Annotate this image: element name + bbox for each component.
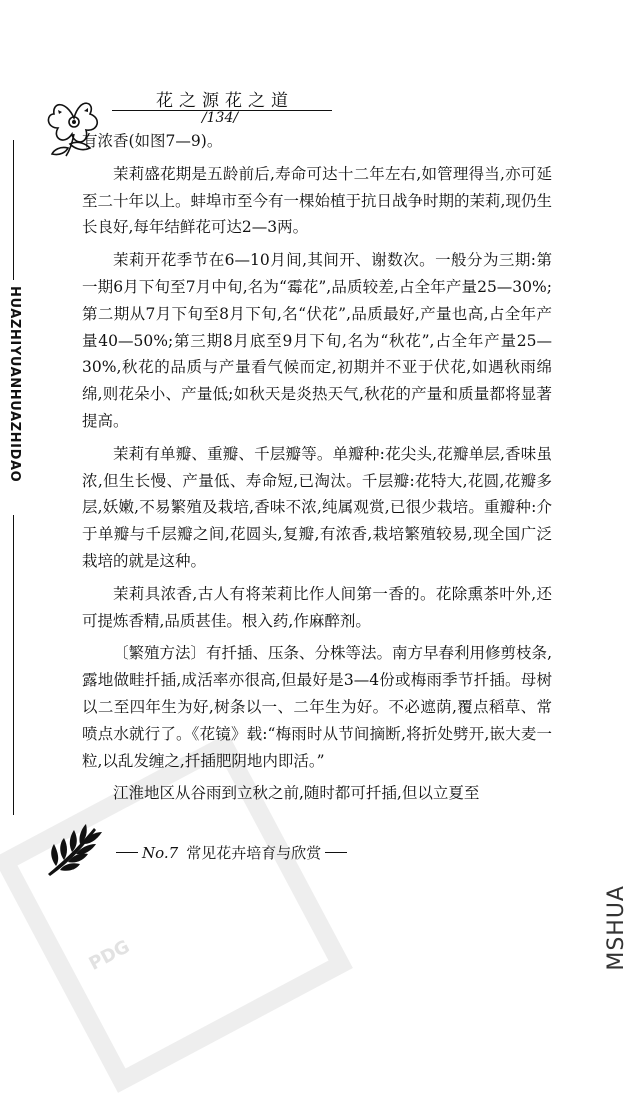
footer-series-title: 常见花卉培育与欣赏 — [186, 844, 322, 862]
watermark-stamp-text: PDG — [85, 936, 134, 975]
side-rule-top — [13, 140, 14, 280]
paragraph: 茉莉有单瓣、重瓣、千层瓣等。单瓣种:花尖头,花瓣单层,香味虽浓,但生长慢、产量低、寿命短,已淘汰。千层瓣:花特大,花圆,花瓣多层,妖嫩,不易繁殖及栽培,香味不浓,纯属观赏,已很少栽培。重瓣种:介于单瓣与千层瓣之间,花圆头,复瓣,有浓香,栽培繁殖较易,现全国广泛栽培的就是这种。 — [82, 444, 552, 570]
paragraph: 茉莉盛花期是五龄前后,寿命可达十二年左右,如管理得当,亦可延至二十年以上。蚌埠市至今有一棵始植于抗日战争时期的茉莉,现仍生长良好,每年结鲜花可达2—3两。 — [82, 164, 552, 237]
footer-dash — [116, 852, 138, 853]
leaf-sprig-icon — [44, 818, 106, 878]
side-rule-bottom — [13, 515, 14, 815]
running-footer — [112, 842, 492, 863]
paragraph: 茉莉开花季节在6—10月间,其间开、谢数次。一般分为三期:第一期6月下旬至7月中旬,名为“霉花”,品质较差,占全年产量25—30%;第二期从7月下旬至8月下旬,名“伏花”,品质最好,产量也高,占全年产量40—50%;第三期8月底至9月下旬,名为“秋花”,占全年产量25—30%,秋花的品质与产量看气候而定,初期并不亚于伏花,如遇秋雨绵绵,则花朵小、产量低;如秋天是炎热天气,秋花的产量和质量都将显著提高。 — [82, 251, 552, 430]
paragraph: 〔繁殖方法〕有扦插、压条、分株等法。南方早春利用修剪枝条,露地做畦扦插,成活率亦很高,但最好是3—4份或梅雨季节扦插。母树以二至四年生为好,树条以一、二年生为好。不必遮荫,覆点稻草、常喷点水就行了。《花镜》载:“梅雨时从节间摘断,将折处劈开,嵌大麦一粒,以乱发缠之,扦插肥阴地内即活。” — [82, 644, 552, 770]
paragraph: 茉莉具浓香,古人有将茉莉比作人间第一香的。花除熏茶叶外,还可提炼香精,品质甚佳。根入药,作麻醉剂。 — [82, 584, 552, 630]
body-text — [82, 128, 552, 813]
running-header-title: 花之源花之道 — [156, 91, 294, 111]
paragraph: 有浓香(如图7—9)。 — [82, 132, 223, 150]
footer-series-number: No.7 — [142, 843, 179, 862]
footer-dash — [325, 852, 347, 853]
paragraph: 江淮地区从谷雨到立秋之前,随时都可扦插,但以立夏至 — [113, 784, 480, 803]
page-number: /134/ — [201, 110, 239, 126]
side-vertical-title: HUAZHIYUANHUAZHIDAO — [7, 286, 22, 483]
corner-watermark-text: MSHUA — [604, 885, 629, 971]
